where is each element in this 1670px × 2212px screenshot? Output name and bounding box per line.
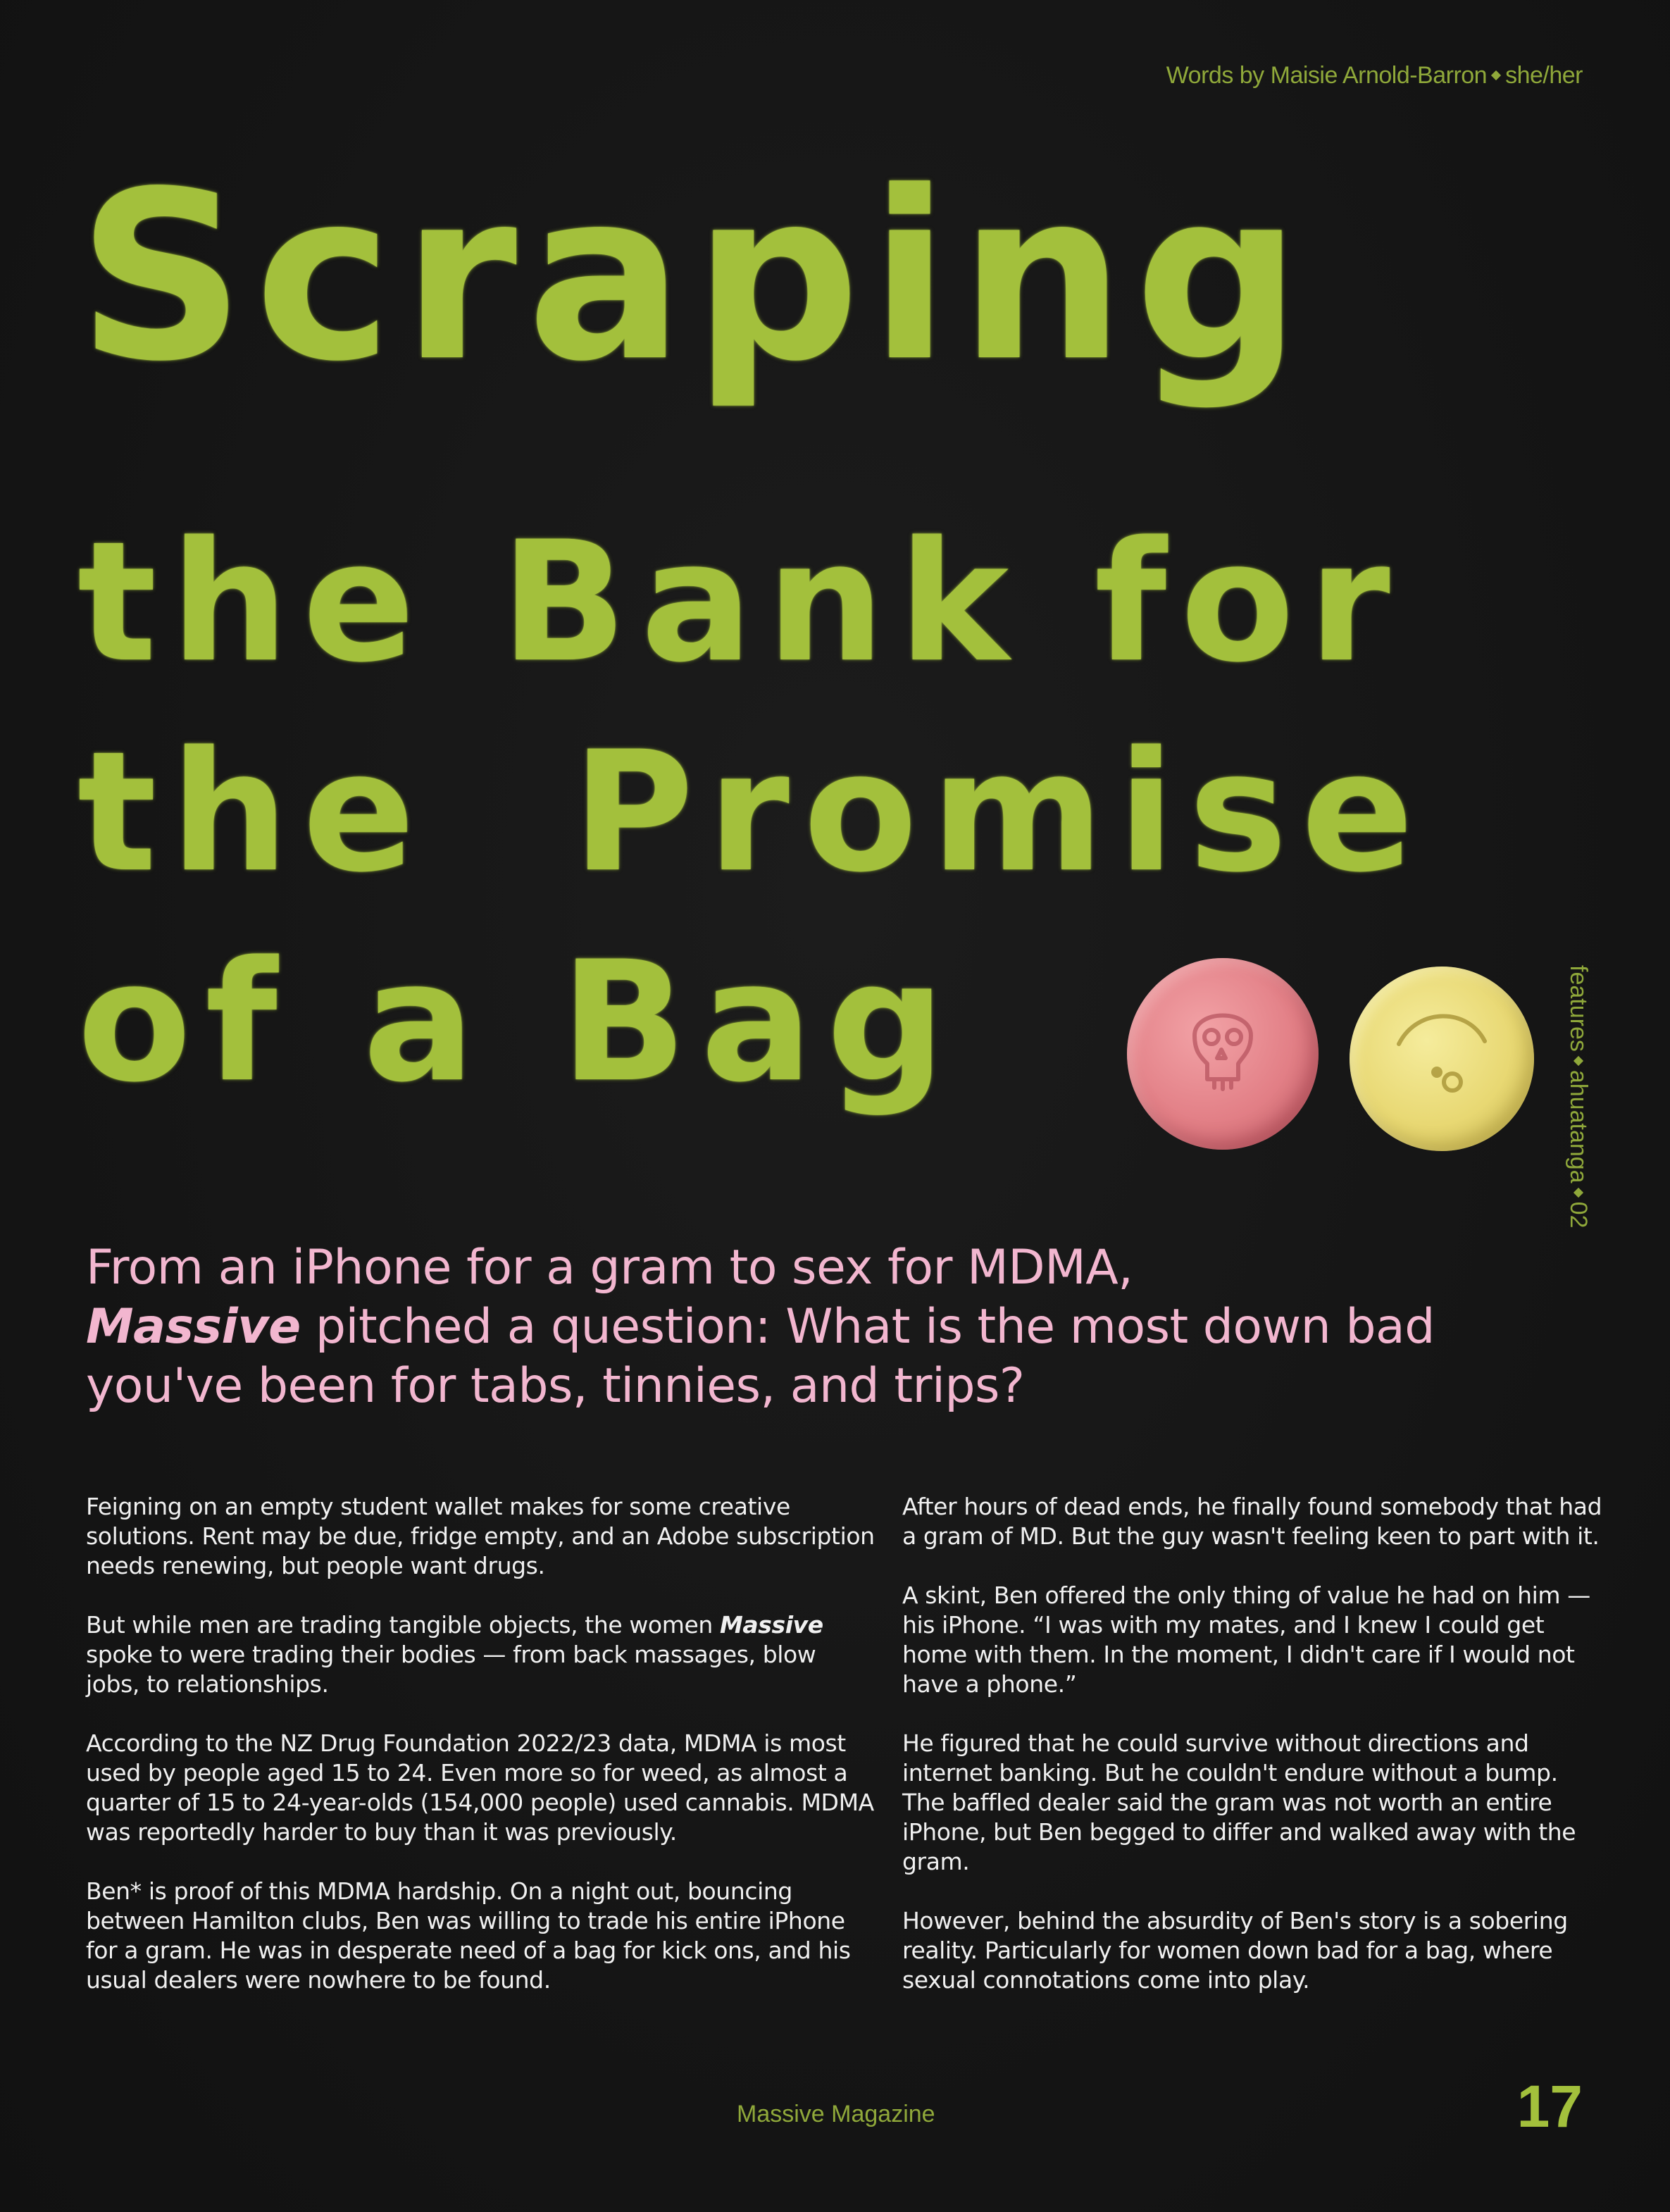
title-line-3: the Promise [77,716,1428,909]
title-line-2: the Bank for [77,507,1404,699]
footer-magazine-name: Massive Magazine [737,2101,935,2127]
byline [1166,62,1583,89]
title-line-1: Scraping [77,142,1311,412]
body-text: But while men are trading tangible objects, the women [86,1611,720,1639]
body-column-left [86,1492,875,2025]
byline-pronouns: she/her [1505,62,1583,89]
standfirst-emphasis: Massive [86,1299,301,1355]
body-paragraph: Ben* is proof of this MDMA hardship. On a night out, bouncing between Hamilton clubs, Ben was willing to trade his entire iPhone for a gram. He was in desperate need of a bag for kick ons, and his usual dealers were nowhere to be found. [86,1877,851,1994]
body-text: spoke to were trading their bodies — from back massages, blow jobs, to relationships. [86,1641,816,1698]
body-paragraph: After hours of dead ends, he finally found somebody that had a gram of MD. But the guy wasn't feeling keen to part with it. [902,1493,1602,1550]
standfirst-rest: pitched a question: What is the most down bad you've been for tabs, tinnies, and trips? [86,1299,1435,1414]
section-label [1564,965,1592,1228]
diamond-icon [1491,70,1501,80]
body-column-right [902,1492,1607,2025]
body-paragraph: However, behind the absurdity of Ben's story is a sobering reality. Particularly for women down bad for a bag, where sexual connotations come into play. [902,1907,1568,1994]
body-paragraph: According to the NZ Drug Foundation 2022/23 data, MDMA is most used by people aged 15 to 24. Even more so for weed, as almost a quarter of 15 to 24-year-olds (154,000 people) used cannabis. MDMA was reportedly harder to buy than it was previously. [86,1729,874,1846]
body-paragraph: Feigning on an empty student wallet makes for some creative solutions. Rent may be due, fridge empty, and an Adobe subscription needs renewing, but people want drugs. [86,1493,875,1579]
standfirst-line1: From an iPhone for a gram to sex for MDMA, [86,1240,1133,1295]
diamond-icon [1574,1056,1583,1066]
body-paragraph: He figured that he could survive without directions and internet banking. But he couldn't endure without a bump. The baffled dealer said the gram was not worth an entire iPhone, but Ben begged to differ and walked away with the gram. [902,1729,1576,1875]
body-emphasis: Massive [719,1611,823,1639]
section-number: 02 [1565,1201,1592,1229]
smiley-pill-icon [1350,967,1534,1151]
standfirst [86,1238,1593,1416]
body-paragraph [86,1610,875,1699]
title-line-4: of a Bag [77,926,959,1119]
diamond-icon [1574,1188,1583,1198]
skull-pill-icon [1127,958,1319,1150]
section-ahuatanga: ahuatanga [1565,1069,1592,1183]
body-paragraph: A skint, Ben offered the only thing of value he had on him — his iPhone. “I was with my mates, and I knew I could get home with them. In the moment, I didn't care if I would not have a phone.” [902,1582,1590,1698]
section-features: features [1565,965,1592,1052]
page-number: 17 [1516,2073,1583,2139]
byline-author: Words by Maisie Arnold-Barron [1166,62,1488,89]
